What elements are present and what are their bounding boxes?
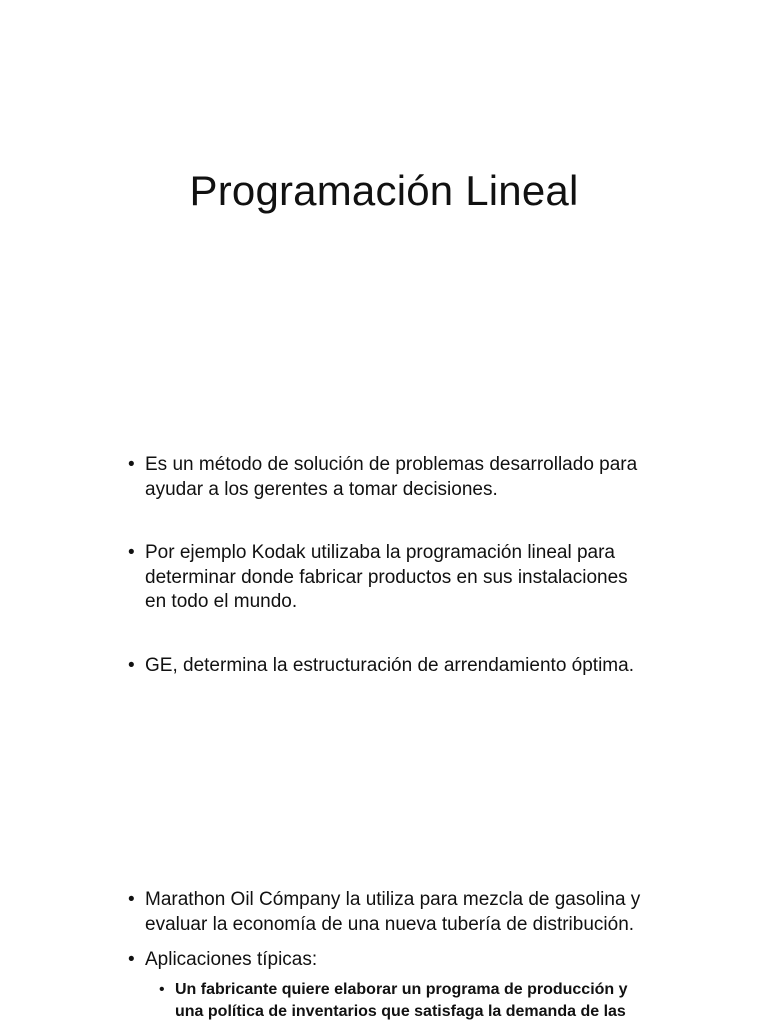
bullet-item bbox=[126, 541, 646, 615]
bullet-list-top bbox=[126, 453, 646, 678]
bullet-text: GE, determina la estructuración de arrendamiento óptima. bbox=[145, 654, 634, 676]
bullet-item bbox=[126, 888, 646, 937]
bullet-icon: • bbox=[128, 654, 135, 676]
bullet-icon: • bbox=[128, 454, 135, 475]
bullet-item bbox=[126, 654, 646, 679]
bullet-item bbox=[126, 948, 646, 1023]
bullet-text: Es un método de solución de problemas desarrollado para ayudar a los gerentes a tomar decisiones. bbox=[145, 454, 638, 500]
bullet-text: Aplicaciones típicas: bbox=[145, 949, 318, 970]
sub-bullet-text: Un fabricante quiere elaborar un programa de producción y una política de inventarios que satisfaga la demanda de las bbox=[175, 980, 628, 1020]
bullet-icon: • bbox=[159, 980, 165, 998]
bullet-item bbox=[126, 453, 646, 502]
page-title: Programación Lineal bbox=[189, 167, 579, 214]
bullet-text: Por ejemplo Kodak utilizaba la programación lineal para determinar donde fabricar productos en sus instalaciones en todo el mundo. bbox=[145, 542, 628, 612]
sub-bullet-item bbox=[157, 979, 646, 1023]
bullet-icon: • bbox=[128, 542, 135, 563]
bullet-text: Marathon Oil Cómpany la utiliza para mezcla de gasolina y evaluar la economía de una nueva tubería de distribución. bbox=[145, 889, 641, 935]
sub-bullet-list bbox=[145, 979, 646, 1023]
bullet-icon: • bbox=[128, 889, 135, 910]
bullet-list-bottom bbox=[126, 888, 646, 1023]
bullet-icon: • bbox=[128, 949, 135, 970]
